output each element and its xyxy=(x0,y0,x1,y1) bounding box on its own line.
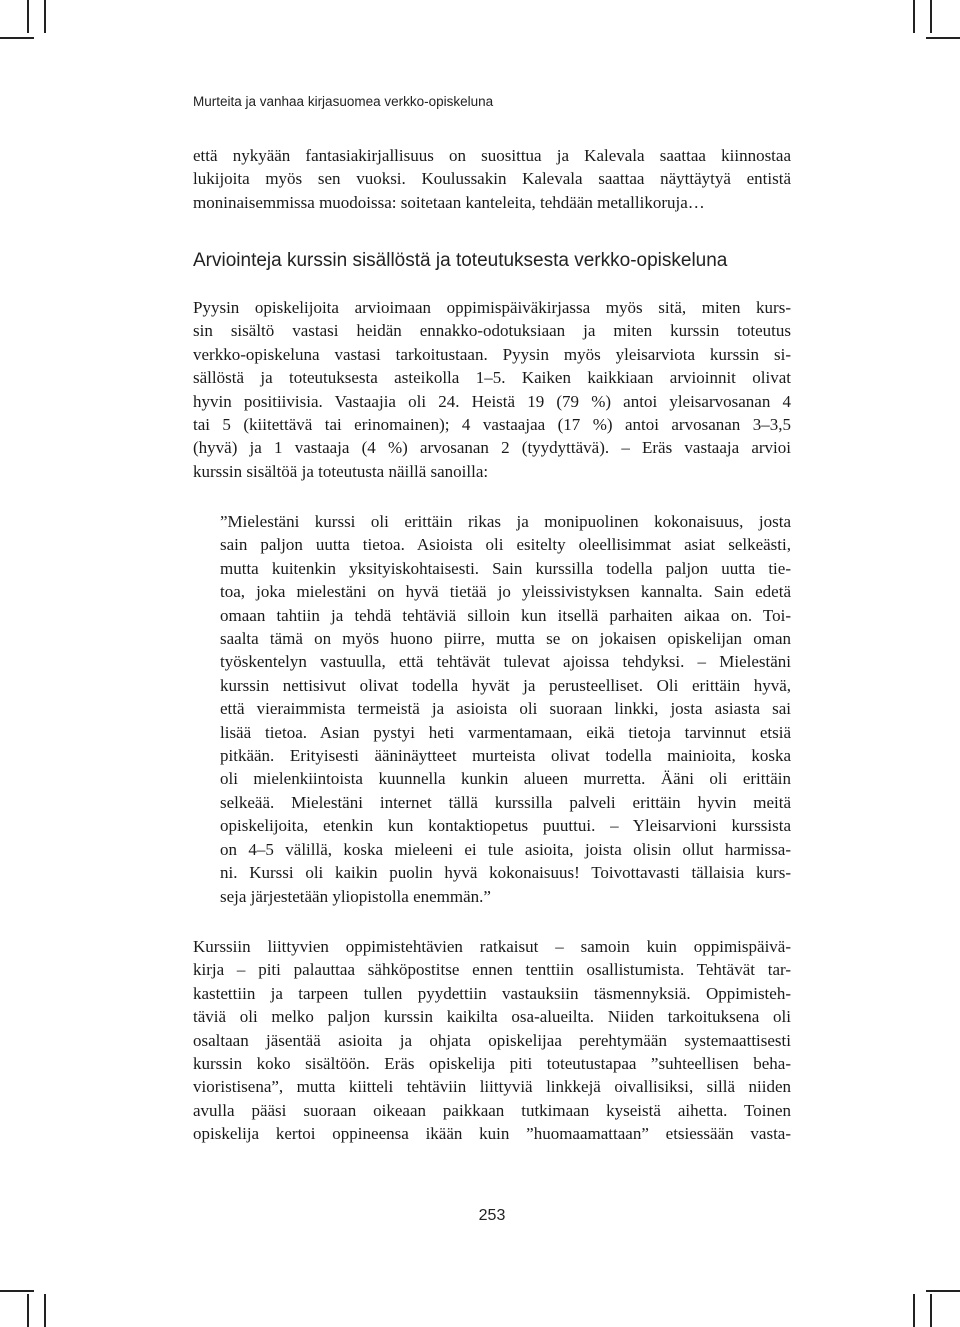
paragraph-2 xyxy=(193,935,791,1146)
quote-line: kurssin nettisivut olivat todella hyvät ja perusteelliset. Oli erittäin hyvä, xyxy=(220,675,791,695)
text-line: sällöstä ja toteutuksesta asteikolla 1–5. Kaiken kaikkiaan arvioinnit olivat xyxy=(193,368,791,388)
crop-mark xyxy=(27,1294,29,1327)
paragraph-1 xyxy=(193,296,791,483)
crop-mark xyxy=(0,37,34,39)
running-head: Murteita ja vanhaa kirjasuomea verkko-opiskeluna xyxy=(193,94,494,109)
text-line: hyvin positiivisia. Vastaajia oli 24. Heistä 19 (79 %) antoi yleisarvosanan 4 xyxy=(193,391,791,411)
quote-line: ”Mielestäni kurssi oli erittäin rikas ja monipuolinen kokonaisuus, josta xyxy=(220,512,791,531)
text-line: että nykyään fantasiakirjallisuus on suosittua ja Kalevala saattaa kiinnostaa xyxy=(193,146,791,165)
text-line: sin sisältö vastasi heidän ennakko-odotuksiaan ja miten kurssin toteutus xyxy=(193,321,791,341)
quote-line: saalta tämä on myös huono piirre, mutta se on jokaisen opiskelijan oman xyxy=(220,629,791,649)
quote-line: sain paljon uutta tietoa. Asioista oli esitelty oleellisimmat asiat selkeästi, xyxy=(220,535,791,555)
text-line: kastettiin ja tarpeen tullen pyydettiin vastauksiin täsmennyksiä. Oppimisteh- xyxy=(193,983,791,1003)
quote-line: työskentelyn vastuulla, että tehtävät tulevat ajoissa tehdyksi. – Mielestäni xyxy=(220,652,791,672)
text-line: opiskelija kertoi oppineensa ikään kuin ”huomaamattaan” etsiessään vasta- xyxy=(193,1124,791,1144)
text-line: osaltaan jäsentää asioita ja ohjata opiskelijaa perehtymään systemaattisesti xyxy=(193,1030,791,1050)
text-line: tai 5 (kiitettävä tai erinomainen); 4 vastaajaa (17 %) antoi arvosanan 3–3,5 xyxy=(193,415,791,435)
section-heading: Arviointeja kurssin sisällöstä ja toteutuksesta verkko-opiskeluna xyxy=(193,250,728,271)
intro-paragraph xyxy=(193,144,791,214)
text-line: verkko-opiskeluna vastasi tarkoitustaan. Pyysin myös yleisarviota kurssin si- xyxy=(193,344,791,364)
quote-line: mutta kuitenkin yksityiskohtaisesti. Sain kurssilla todella paljon uutta tie- xyxy=(220,558,791,578)
text-line: lukijoita myös sen vuoksi. Koulussakin Kalevala saattaa näyttäytyä entistä xyxy=(193,169,791,189)
crop-mark xyxy=(27,0,29,33)
crop-mark xyxy=(926,37,960,39)
crop-mark xyxy=(913,0,915,33)
block-quote xyxy=(220,510,791,908)
text-line: moninaisemmissa muodoissa: soitetaan kanteleita, tehdään metallikoruja… xyxy=(193,192,705,212)
crop-mark xyxy=(930,0,932,33)
text-line: Kurssiin liittyvien oppimistehtävien ratkaisut – samoin kuin oppimispäivä- xyxy=(193,937,791,956)
crop-mark xyxy=(44,1294,46,1327)
quote-line: seja järjestetään yliopistolla enemmän.” xyxy=(220,886,491,906)
quote-line: oli mielenkiintoista kuunnella kunkin alueen murretta. Ääni oli erittäin xyxy=(220,769,791,789)
text-line: täviä oli melko paljon kurssin kaikilta osa-alueilta. Niiden tarkoituksena oli xyxy=(193,1007,791,1027)
text-line: Pyysin opiskelijoita arvioimaan oppimispäiväkirjassa myös sitä, miten kurs- xyxy=(193,298,791,317)
crop-mark xyxy=(0,1290,34,1292)
text-line: kurssin sisältöä ja toteutusta näillä sanoilla: xyxy=(193,461,489,481)
quote-line: pitkään. Erityisesti ääninäytteet murteista olivat todella mainioita, koska xyxy=(220,746,791,766)
quote-line: omaan tahtiin ja tehdä tehtäviä silloin kun itsellä parhaiten aikaa on. Toi- xyxy=(220,605,791,625)
text-line: kirja – piti palauttaa sähköpostitse ennen tenttiin osallistumista. Tehtävät tar- xyxy=(193,960,791,980)
crop-mark xyxy=(930,1294,932,1327)
quote-line: selkeää. Mielestäni internet tällä kurssilla palveli erittäin hyvin meitä xyxy=(220,792,791,812)
quote-line: että vieraimmista termeistä ja asioista oli suoraan linkki, josta asiasta sai xyxy=(220,699,791,719)
text-line: (hyvä) ja 1 vastaaja (4 %) arvosanan 2 (tyydyttävä). – Eräs vastaaja arvioi xyxy=(193,438,791,458)
quote-line: toa, joka mielestäni on hyvä tietää jo yleissivistyksen kannalta. Sain edetä xyxy=(220,582,791,602)
quote-line: opiskelijoita, etenkin kun kontaktiopetus puuttui. – Yleisarvioni kurssista xyxy=(220,816,791,836)
crop-mark xyxy=(44,0,46,33)
text-line: kurssin koko sisältöön. Eräs opiskelija piti toteutustapaa ”suhteellisen beha- xyxy=(193,1054,791,1074)
text-line: avulla pääsi suoraan oikeaan paikkaan tutkimaan kyseistä aihetta. Toinen xyxy=(193,1100,791,1120)
crop-mark xyxy=(926,1290,960,1292)
text-line: vioristisena”, mutta kiitteli tehtäviin liittyviä linkkejä oivallisiksi, sillä niiden xyxy=(193,1077,791,1097)
page-number: 253 xyxy=(478,1207,506,1224)
quote-line: lisää tietoa. Asian pystyi heti varmentamaan, eikä tietoja tarvinnut etsiä xyxy=(220,722,791,742)
quote-line: on 4–5 välillä, koska mieleeni ei tule asioita, joista olisin ollut harmissa- xyxy=(220,839,791,859)
quote-line: ni. Kurssi oli kaikin puolin hyvä kokonaisuus! Toivottavasti tällaisia kurs- xyxy=(220,863,791,883)
crop-mark xyxy=(913,1294,915,1327)
